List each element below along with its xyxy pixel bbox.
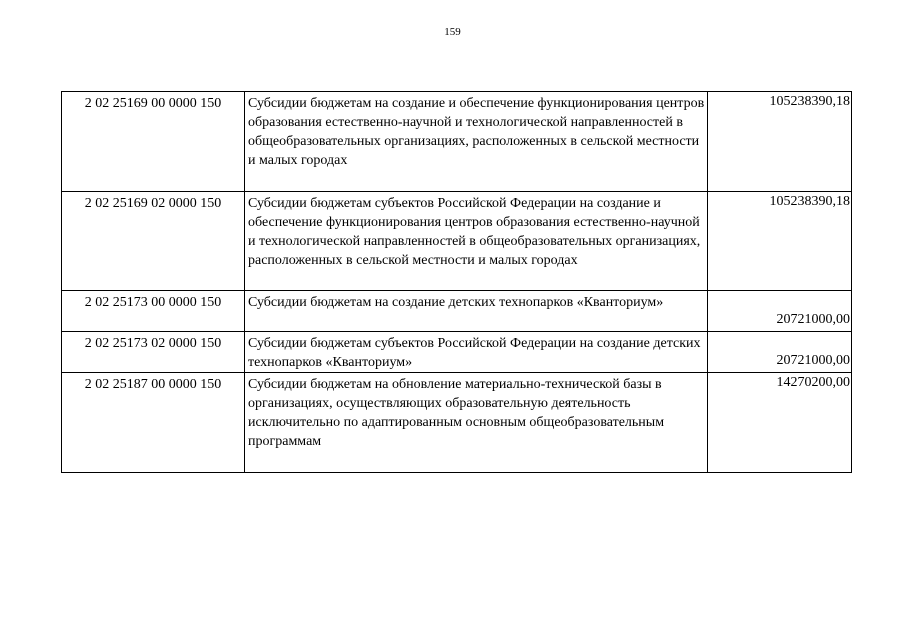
amount-cell: 14270200,00 [708,373,852,473]
table-row [62,92,852,192]
amount-cell: 105238390,18 [708,92,852,192]
budget-code-cell: 2 02 25173 00 0000 150 [62,291,245,332]
page-number: 159 [444,26,461,38]
description-cell: Субсидии бюджетам субъектов Российской Федерации на создание и обеспечение функционирования центров образования естественно-научной и технологической направленностей в общеобразовательных организациях, расположенных в сельской местности и малых городах [245,192,708,291]
description-cell: Субсидии бюджетам субъектов Российской Федерации на создание детских технопарков «Кванториум» [245,332,708,373]
budget-code-cell: 2 02 25187 00 0000 150 [62,373,245,473]
table-row [62,373,852,473]
budget-code-cell: 2 02 25169 00 0000 150 [62,92,245,192]
amount-cell: 20721000,00 [708,332,852,373]
description-cell: Субсидии бюджетам на создание и обеспечение функционирования центров образования естественно-научной и технологической направленностей в общеобразовательных организациях, расположенных в сельской местности и малых городах [245,92,708,192]
amount-cell: 20721000,00 [708,291,852,332]
table-row [62,332,852,373]
description-cell: Субсидии бюджетам на создание детских технопарков «Кванториум» [245,291,708,332]
budget-code-cell: 2 02 25173 02 0000 150 [62,332,245,373]
table-row [62,291,852,332]
description-cell: Субсидии бюджетам на обновление материально-технической базы в организациях, осуществляющих образовательную деятельность исключительно по адаптированным основным общеобразовательным программам [245,373,708,473]
amount-cell: 105238390,18 [708,192,852,291]
budget-code-cell: 2 02 25169 02 0000 150 [62,192,245,291]
table-row [62,192,852,291]
budget-table [61,91,852,473]
